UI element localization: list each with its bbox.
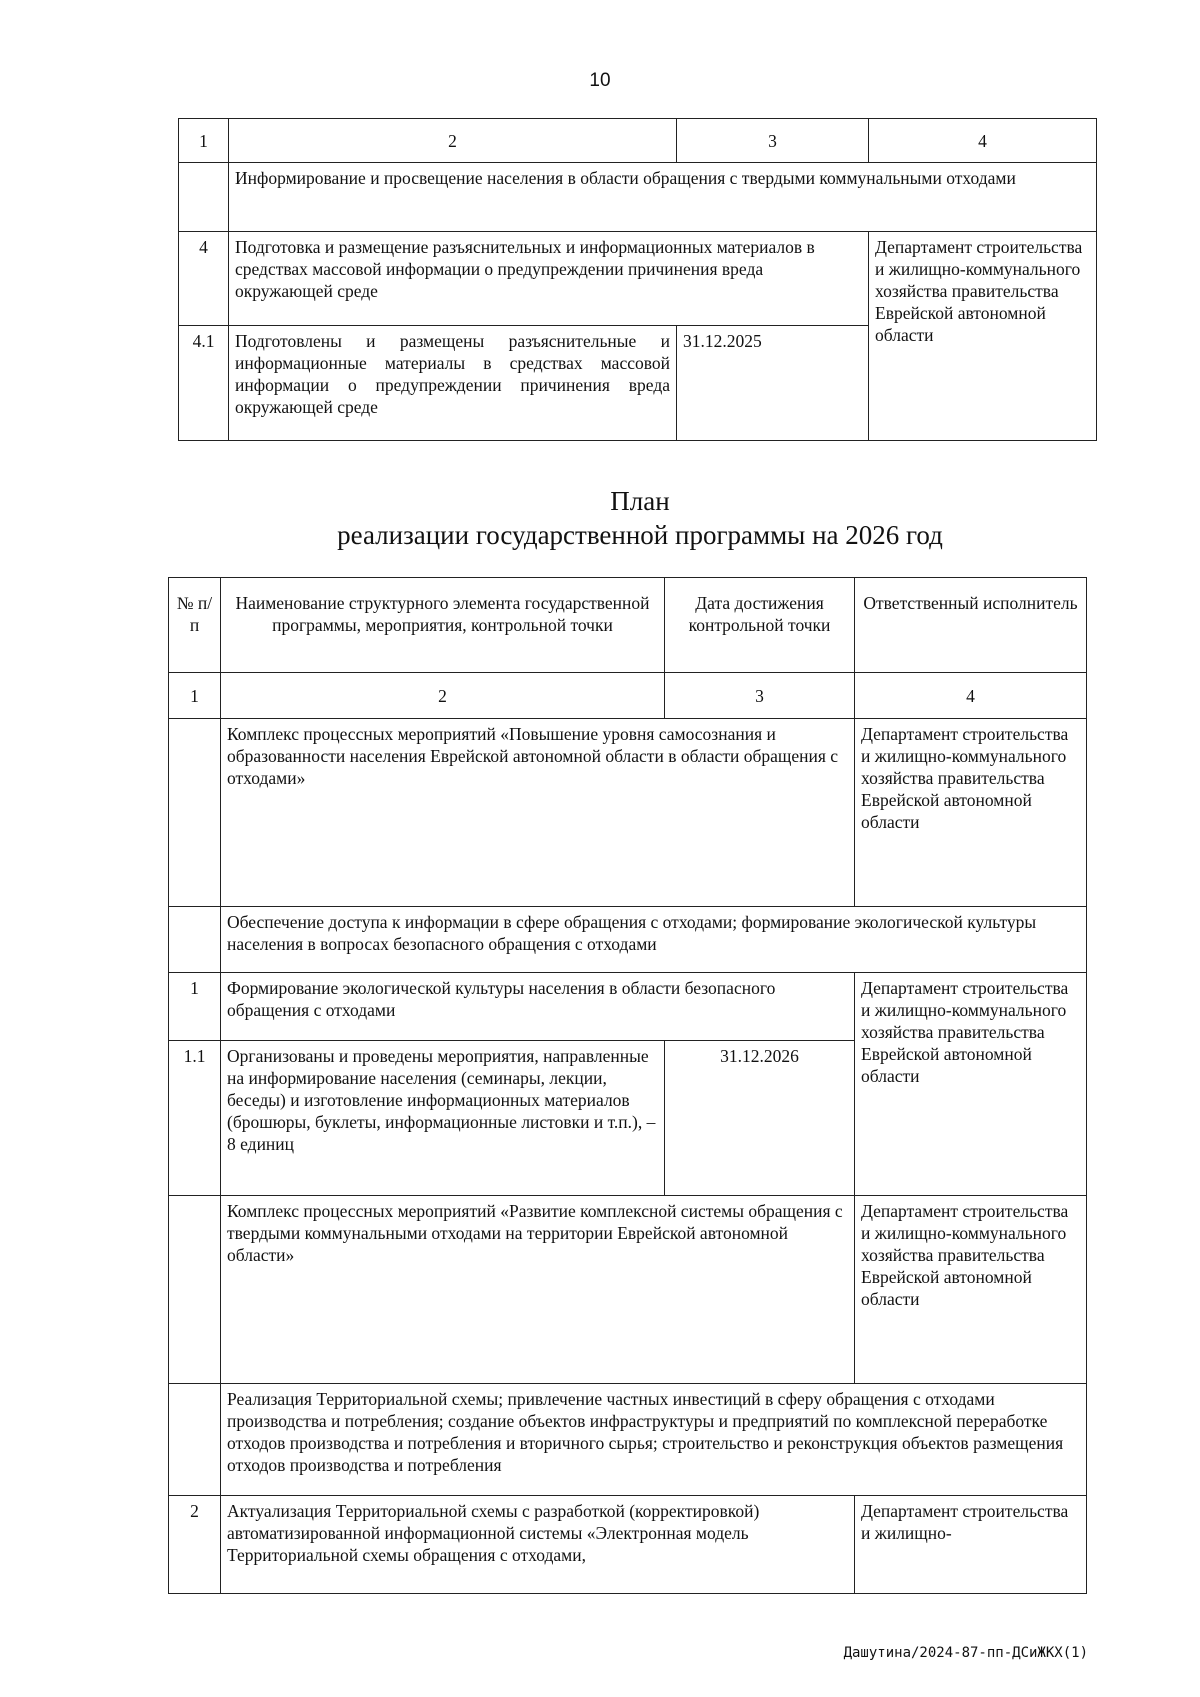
col-number: 2 — [221, 673, 665, 719]
empty-cell — [169, 719, 221, 907]
row-number: 1.1 — [169, 1041, 221, 1196]
complex-name: Комплекс процессных мероприятий «Развитие комплексной системы обращения с твердыми коммунальными отходами на территории Еврейской автономной области» — [221, 1196, 855, 1384]
col-number: 4 — [869, 119, 1097, 163]
header-date: Дата достижения контрольной точки — [665, 578, 855, 673]
empty-cell — [169, 1384, 221, 1496]
col-number: 3 — [677, 119, 869, 163]
responsible-cell: Департамент строительства и жилищно- — [855, 1496, 1087, 1594]
responsible-cell: Департамент строительства и жилищно-коммунального хозяйства правительства Еврейской автономной области — [855, 1196, 1087, 1384]
header-num: № п/п — [169, 578, 221, 673]
empty-cell — [179, 163, 229, 232]
row-name: Подготовка и размещение разъяснительных и информационных материалов в средствах массовой информации о предупреждении причинения вреда окружающей среде — [229, 232, 869, 326]
col-number: 4 — [855, 673, 1087, 719]
complex-name: Комплекс процессных мероприятий «Повышение уровня самосознания и образованности населения Еврейской автономной области в области обращения с отходами» — [221, 719, 855, 907]
section-title: Информирование и просвещение населения в области обращения с твердыми коммунальными отходами — [229, 163, 1097, 232]
page-number: 10 — [589, 70, 611, 91]
row-number: 1 — [169, 973, 221, 1041]
plan-title: План — [610, 486, 670, 516]
responsible-cell: Департамент строительства и жилищно-коммунального хозяйства правительства Еврейской автономной области — [869, 232, 1097, 441]
top-table — [178, 118, 1097, 441]
row-number: 2 — [169, 1496, 221, 1594]
task-text: Реализация Территориальной схемы; привлечение частных инвестиций в сферу обращения с отходами производства и потребления; создание объектов инфраструктуры и предприятий по комплексной переработке отходов производства и потребления и вторичного сырья; строительство и реконструкция объектов размещения отходов производства и потребления — [221, 1384, 1087, 1496]
row-name: Актуализация Территориальной схемы с разработкой (корректировкой) автоматизированной информационной системы «Электронная модель Территориальной схемы обращения с отходами, — [221, 1496, 855, 1594]
empty-cell — [169, 907, 221, 973]
task-text: Обеспечение доступа к информации в сфере обращения с отходами; формирование экологической культуры населения в вопросах безопасного обращения с отходами — [221, 907, 1087, 973]
col-number: 1 — [169, 673, 221, 719]
col-number: 2 — [229, 119, 677, 163]
row-name: Подготовлены и размещены разъяснительные и информационные материалы в средствах массовой информации о предупреждении причинения вреда окружающей среде — [229, 326, 677, 441]
responsible-cell: Департамент строительства и жилищно-коммунального хозяйства правительства Еврейской автономной области — [855, 719, 1087, 907]
row-number: 4.1 — [179, 326, 229, 441]
empty-cell — [169, 1196, 221, 1384]
date-cell: 31.12.2026 — [665, 1041, 855, 1196]
plan-table — [168, 577, 1087, 1594]
col-number: 3 — [665, 673, 855, 719]
header-responsible: Ответственный исполнитель — [855, 578, 1087, 673]
header-name: Наименование структурного элемента государственной программы, мероприятия, контрольной точки — [221, 578, 665, 673]
footer-code: Дашутина/2024-87-пп-ДСиЖКХ(1) — [843, 1645, 1088, 1661]
row-name: Формирование экологической культуры населения в области безопасного обращения с отходами — [221, 973, 855, 1041]
col-number: 1 — [179, 119, 229, 163]
responsible-cell: Департамент строительства и жилищно-коммунального хозяйства правительства Еврейской автономной области — [855, 973, 1087, 1196]
plan-subtitle: реализации государственной программы на 2026 год — [337, 520, 943, 550]
row-number: 4 — [179, 232, 229, 326]
row-name: Организованы и проведены мероприятия, направленные на информирование населения (семинары, лекции, беседы) и изготовление информационных материалов (брошюры, буклеты, информационные листовки и т.п.), – 8 единиц — [221, 1041, 665, 1196]
date-cell: 31.12.2025 — [677, 326, 869, 441]
